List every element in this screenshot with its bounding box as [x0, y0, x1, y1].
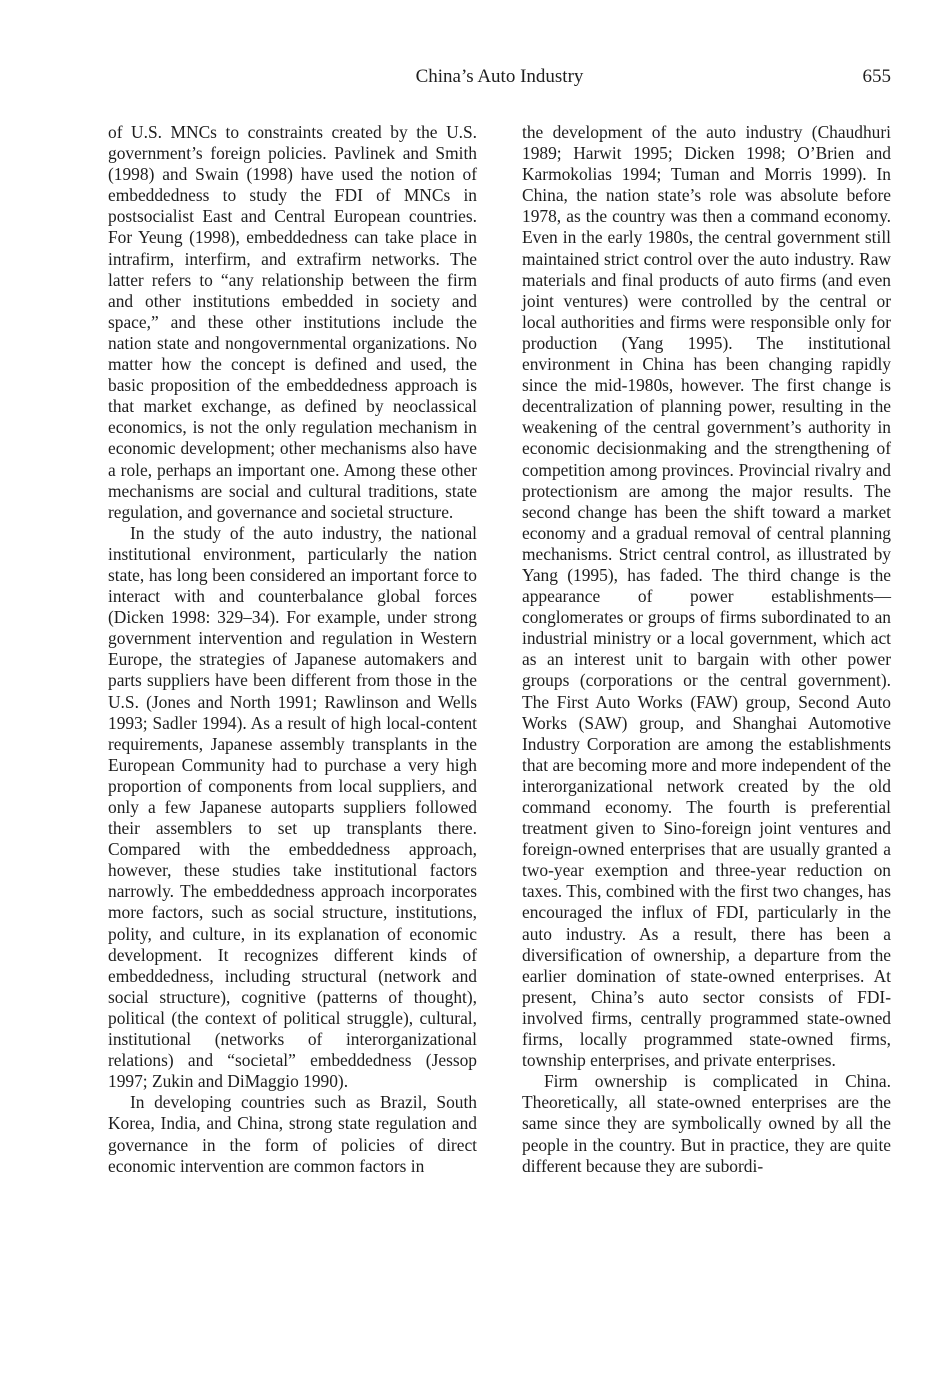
- running-head: [108, 64, 891, 90]
- running-title: China’s Auto Industry: [415, 66, 584, 87]
- body-paragraph: of U.S. MNCs to constraints created by the U.S. government’s foreign policies. Pavlinek and Smith (1998) and Swain (1998) have used the notion of embeddedness to study the FDI of MNCs in postsocialist East and Central European countries. For Yeung (1998), embeddedness can take place in intrafirm, interfirm, and extrafirm networks. The latter refers to “any relationship between the firm and other institutions embedded in society and space,” and these other institutions include the nation state and nongovernmental organizations. No matter how the concept is defined and used, the basic proposition of the embeddedness approach is that market exchange, as defined by neoclassical economics, is not the only regulation mechanism in economic development; other mechanisms also have a role, perhaps an important one. Among these other mechanisms are social and cultural traditions, state regulation, and governance and societal structure.: [108, 122, 477, 522]
- body-paragraph: the development of the auto industry (Chaudhuri 1989; Harwit 1995; Dicken 1998; O’Brien and Karmokolias 1994; Tuman and Morris 1999). In China, the nation state’s role was absolute before 1978, as the country was then a command economy. Even in the early 1980s, the central government still maintained strict control over the auto industry. Raw materials and final products of auto firms (and even joint ventures) were controlled by the central or local authorities and firms were responsible only for production (Yang 1995). The institutional environment in China has been changing rapidly since the mid-1980s, however. The first change is decentralization of planning power, resulting in the weakening of the central government’s authority in economic decisionmaking and the strengthening of competition among provinces. Provincial rivalry and protectionism are among the major results. The second change has been the shift toward a market economy and a gradual removal of central planning mechanisms. Strict central control, as illustrated by Yang (1995), has faded. The third change is the appearance of power establishments—conglomerates or groups of firms subordinated to an industrial ministry or a local government, which act as an interest unit to bargain with other power groups (corporations or the central government). The First Auto Works (FAW) group, Second Auto Works (SAW) group, and Shanghai Automotive Industry Corporation are among the establishments that are becoming more and more independent of the interorganizational network created by the old command economy. The fourth is preferential treatment given to Sino-foreign joint ventures and foreign-owned enterprises that are usually granted a two-year exemption and three-year reduction on taxes. This, combined with the first two changes, has encouraged the influx of FDI, particularly in the auto industry. As a result, there has been a diversification of ownership, a departure from the earlier domination of state-owned enterprises. At present, China’s auto sector consists of FDI-involved firms, centrally programmed state-owned firms, locally programmed state-owned firms, township enterprises, and private enterprises.: [522, 122, 891, 1071]
- body-paragraph: In the study of the auto industry, the national institutional environment, particularly the nation state, has long been considered an important force to interact with and counterbalance global forces (Dicken 1998: 329–34). For example, under strong government intervention and regulation in Western Europe, the strategies of Japanese automakers and parts suppliers have been different from those in the U.S. (Jones and North 1991; Rawlinson and Wells 1993; Sadler 1994). As a result of high local-content requirements, Japanese assembly transplants in the European Community had to purchase a very high proportion of components from local suppliers, and only a few Japanese autoparts suppliers followed their assemblers to set up transplants there. Compared with the embeddedness approach, however, these studies take institutional factors narrowly. The embeddedness approach incorporates more factors, such as social structure, institutions, polity, and culture, in its explanation of economic development. It recognizes different kinds of embeddedness, including structural (network and social structure), cognitive (patterns of thought), political (the context of political struggle), cultural, institutional (networks of interorganizational relations) and “societal” embeddedness (Jessop 1997; Zukin and DiMaggio 1990).: [108, 522, 477, 1092]
- page-number: 655: [862, 66, 891, 87]
- right-column: [522, 122, 891, 1177]
- body-paragraph: Firm ownership is complicated in China. Theoretically, all state-owned enterprises are the same since they are symbolically owned by all the people in the country. But in practice, they are quite different because they are subordi-: [522, 1071, 891, 1176]
- body-paragraph: In developing countries such as Brazil, South Korea, India, and China, strong state regulation and governance in the form of policies of direct economic intervention are common factors in: [108, 1092, 477, 1176]
- left-column: [108, 122, 477, 1177]
